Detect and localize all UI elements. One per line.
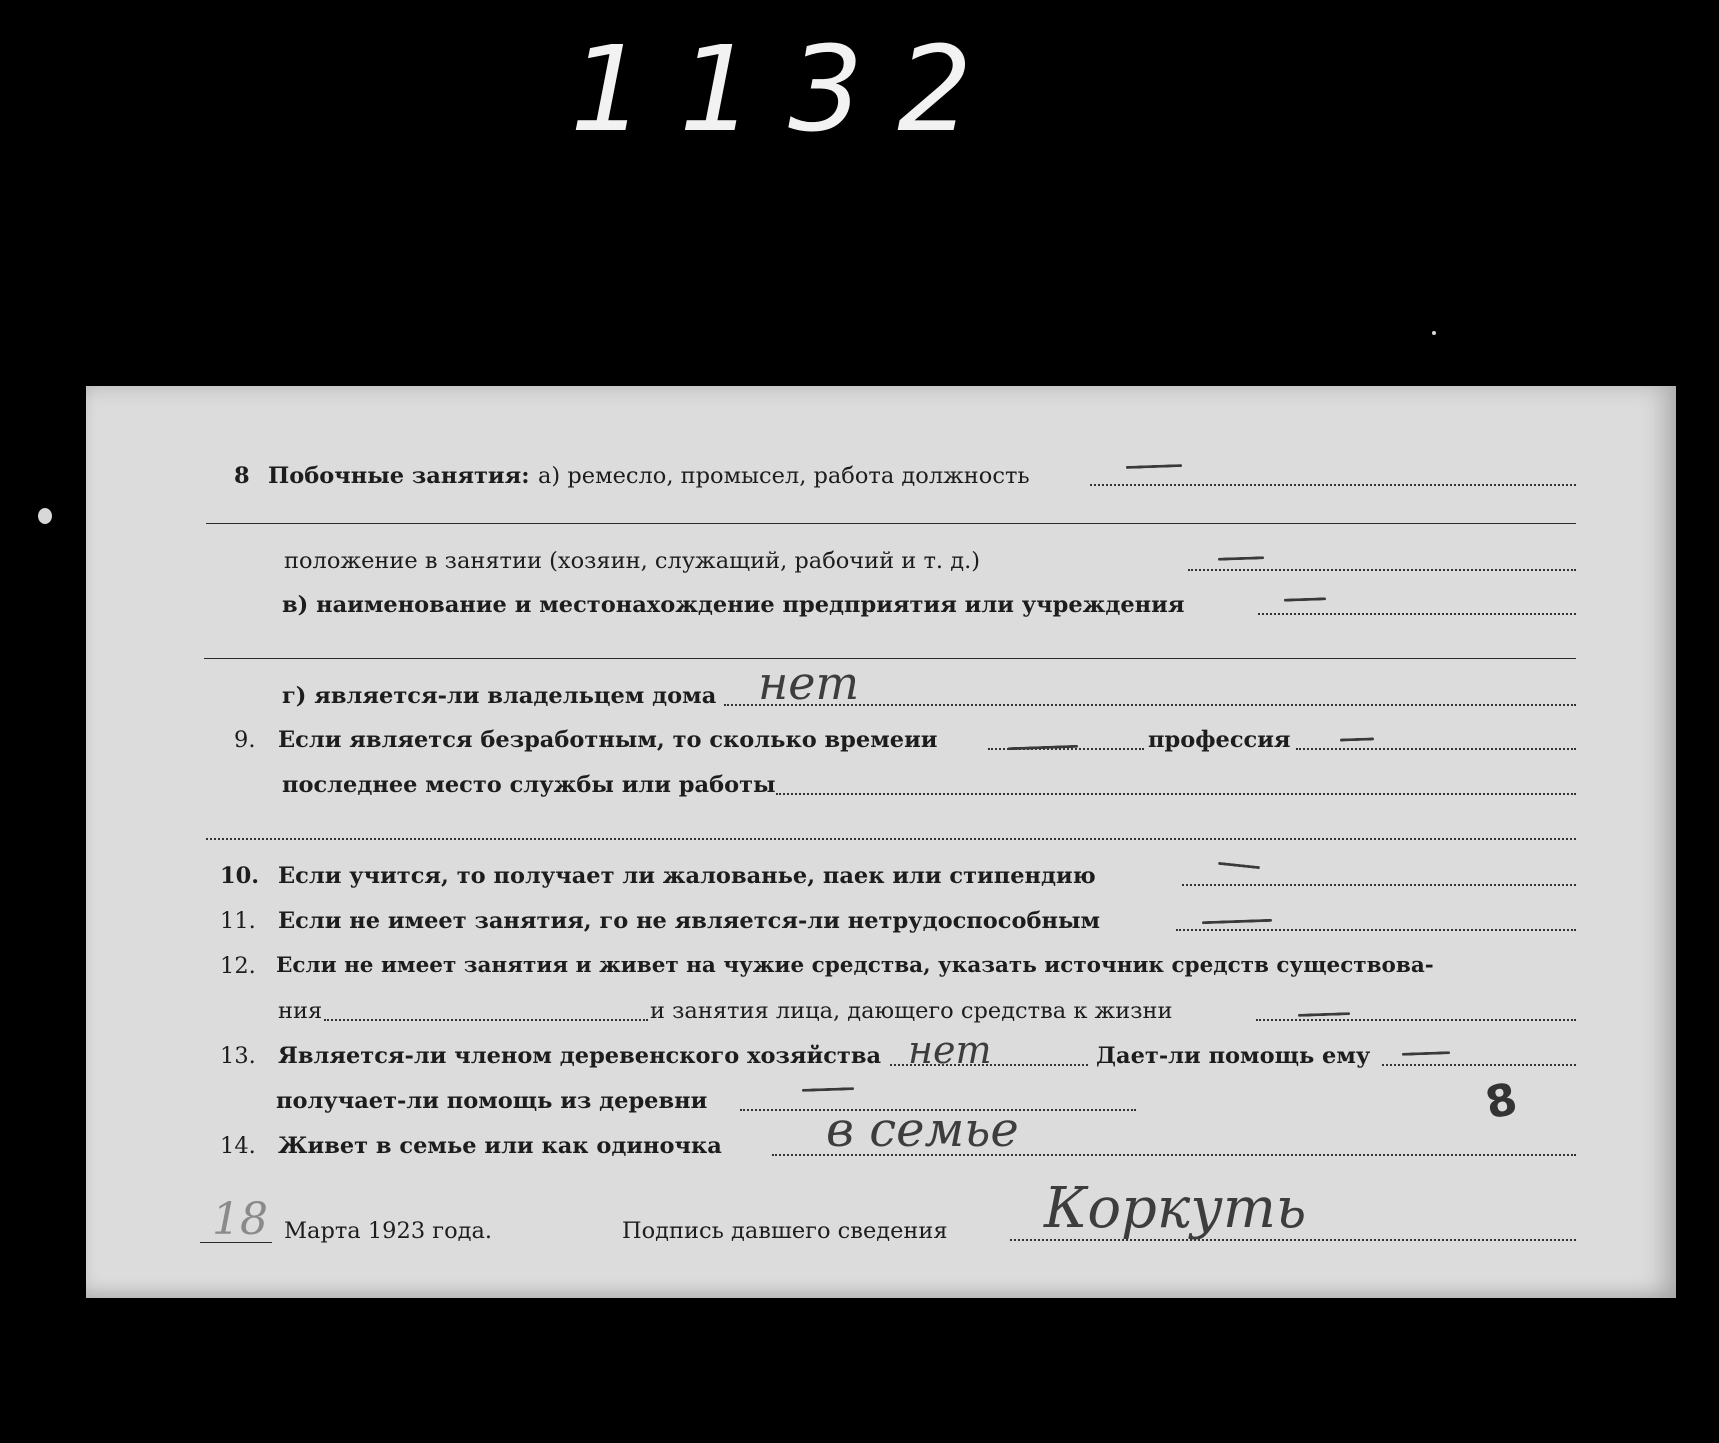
- q11-number: 11.: [220, 908, 256, 934]
- q8-v-text: в) наименование и местонахождение предприятия или учреждения: [282, 592, 1185, 618]
- q10-dash: [1218, 862, 1260, 869]
- q8-number: 8: [234, 463, 250, 489]
- q14-text: Живет в семье или как одиночка: [278, 1133, 722, 1159]
- q8-a-dash: [1126, 464, 1182, 469]
- q14-number: 14.: [220, 1133, 256, 1159]
- q11-text: Если не имеет занятия, го не является-ли нетрудоспособным: [278, 908, 1101, 934]
- q13-help-blank: [1382, 1064, 1576, 1066]
- q8-a-text: а) ремесло, промысел, работа должность: [538, 463, 1030, 489]
- q9-profession-blank: [1296, 748, 1576, 750]
- q8-v-blank: [1258, 613, 1576, 615]
- date-day: 18: [212, 1194, 268, 1245]
- q9-profession-label: профессия: [1148, 727, 1291, 753]
- q13-answer: нет: [908, 1028, 992, 1072]
- q8-v-dash: [1284, 597, 1326, 601]
- archive-number: 1132: [570, 20, 1007, 158]
- q8-a-continuation-rule: [206, 523, 1576, 524]
- q13-receives-label: получает-ли помощь из деревни: [276, 1088, 708, 1114]
- q8-g-text: г) является-ли владельцем дома: [282, 683, 717, 709]
- footer-date-text: Марта 1923 года.: [284, 1218, 493, 1244]
- q14-answer: в семье: [826, 1102, 1019, 1158]
- q10-blank: [1182, 884, 1576, 886]
- q8-a-blank: [1090, 484, 1576, 486]
- q8-b-dash: [1218, 556, 1264, 561]
- q9-last-place-blank: [776, 793, 1576, 795]
- q9-continuation-rule: [206, 838, 1576, 840]
- q13-receives-dash: [802, 1087, 854, 1092]
- q12-source-blank: [324, 1019, 648, 1021]
- q8-b-text: положение в занятии (хозяин, служащий, рабочий и т. д.): [284, 548, 980, 574]
- q13-number: 13.: [220, 1043, 256, 1069]
- q9-text: Если является безработным, то сколько времеии: [278, 727, 938, 753]
- q12-provider-label: и занятия лица, дающего средства к жизни: [650, 998, 1173, 1024]
- q13-text: Является-ли членом деревенского хозяйства: [278, 1043, 882, 1069]
- q8-label: Побочные занятия:: [268, 463, 530, 489]
- film-speck: [1432, 331, 1436, 335]
- q12-text: Если не имеет занятия и живет на чужие средства, указать источник средств существова-: [276, 953, 1434, 978]
- q12-dash: [1298, 1012, 1350, 1017]
- margin-stamp: 8: [1481, 1073, 1522, 1130]
- q9-profession-dash: [1340, 737, 1374, 741]
- q12-cont-text: ния: [278, 998, 323, 1024]
- film-speck: [38, 508, 52, 524]
- q9-last-place-label: последнее место службы или работы: [282, 772, 776, 798]
- q11-blank: [1176, 929, 1576, 931]
- signature: Коркуть: [1044, 1176, 1307, 1241]
- q8-b-blank: [1188, 569, 1576, 571]
- q13-help-dash: [1402, 1051, 1450, 1056]
- q11-dash: [1202, 919, 1272, 924]
- footer-signature-label: Подпись давшего сведения: [622, 1218, 948, 1244]
- q12-provider-blank: [1256, 1019, 1576, 1021]
- q13-help-label: Дает-ли помощь ему: [1096, 1043, 1371, 1069]
- q8-v-continuation-rule: [204, 658, 1576, 659]
- q8-g-answer: нет: [758, 656, 860, 710]
- q12-number: 12.: [220, 953, 256, 979]
- q9-number: 9.: [234, 727, 256, 753]
- questionnaire-card: [86, 386, 1676, 1298]
- q10-number: 10.: [220, 863, 260, 889]
- q10-text: Если учится, то получает ли жалованье, паек или стипендию: [278, 863, 1096, 889]
